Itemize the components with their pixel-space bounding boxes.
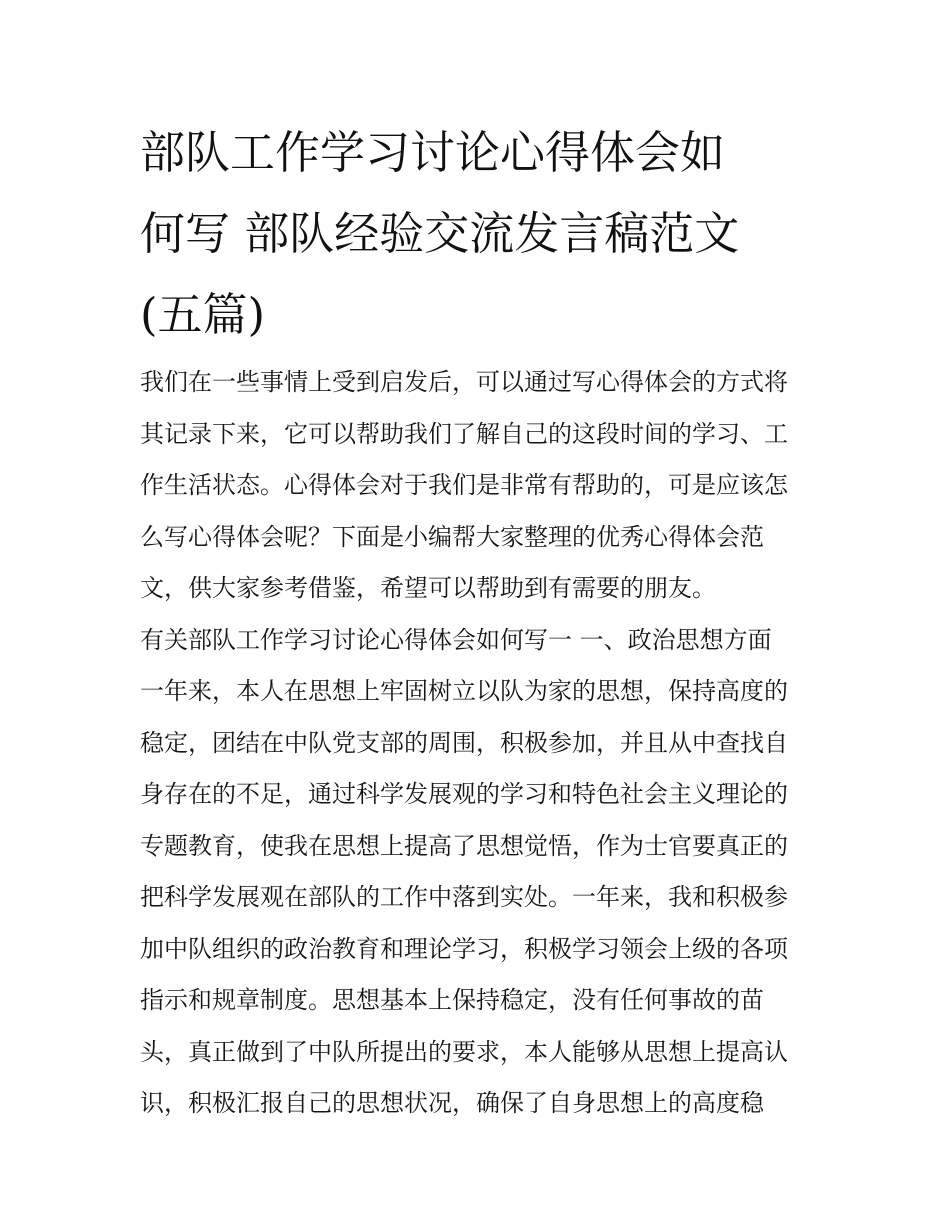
title-line-2: 何写 部队经验交流发言稿范文 xyxy=(140,207,740,260)
body-line-11: 把科学发展观在部队的工作中落到实处。一年来，我和积极参 xyxy=(140,883,788,911)
body-line-2: 其记录下来，它可以帮助我们了解自己的这段时间的学习、工 xyxy=(140,419,788,448)
body-line-12: 加中队组织的政治教育和理论学习，积极学习领会上级的各项 xyxy=(140,934,788,963)
body-line-4: 么写心得体会呢？下面是小编帮大家整理的优秀心得体会范 xyxy=(140,522,764,551)
body-line-15: 识，积极汇报自己的思想状况，确保了自身思想上的高度稳 xyxy=(140,1089,764,1117)
body-line-1: 我们在一些事情上受到启发后，可以通过写心得体会的方式将 xyxy=(140,368,788,396)
body-line-10: 专题教育，使我在思想上提高了思想觉悟，作为士官要真正的 xyxy=(140,831,788,860)
body-line-7: 一年来，本人在思想上牢固树立以队为家的思想，保持高度的 xyxy=(140,677,788,705)
body-line-8: 稳定，团结在中队党支部的周围，积极参加，并且从中查找自 xyxy=(140,728,788,757)
document-body xyxy=(140,357,820,1130)
document-title xyxy=(140,112,820,355)
body-line-13: 指示和规章制度。思想基本上保持稳定，没有任何事故的苗 xyxy=(140,986,764,1014)
body-line-9: 身存在的不足，通过科学发展观的学习和特色社会主义理论的 xyxy=(140,780,788,808)
body-line-6: 有关部队工作学习讨论心得体会如何写一 一、政治思想方面 xyxy=(140,625,772,654)
body-line-14: 头，真正做到了中队所提出的要求，本人能够从思想上提高认 xyxy=(140,1037,788,1066)
body-line-5: 文，供大家参考借鉴，希望可以帮助到有需要的朋友。 xyxy=(140,574,716,602)
body-line-3: 作生活状态。心得体会对于我们是非常有帮助的，可是应该怎 xyxy=(140,471,788,499)
title-line-3: (五篇) xyxy=(140,288,266,341)
title-line-1: 部队工作学习讨论心得体会如 xyxy=(140,126,726,179)
